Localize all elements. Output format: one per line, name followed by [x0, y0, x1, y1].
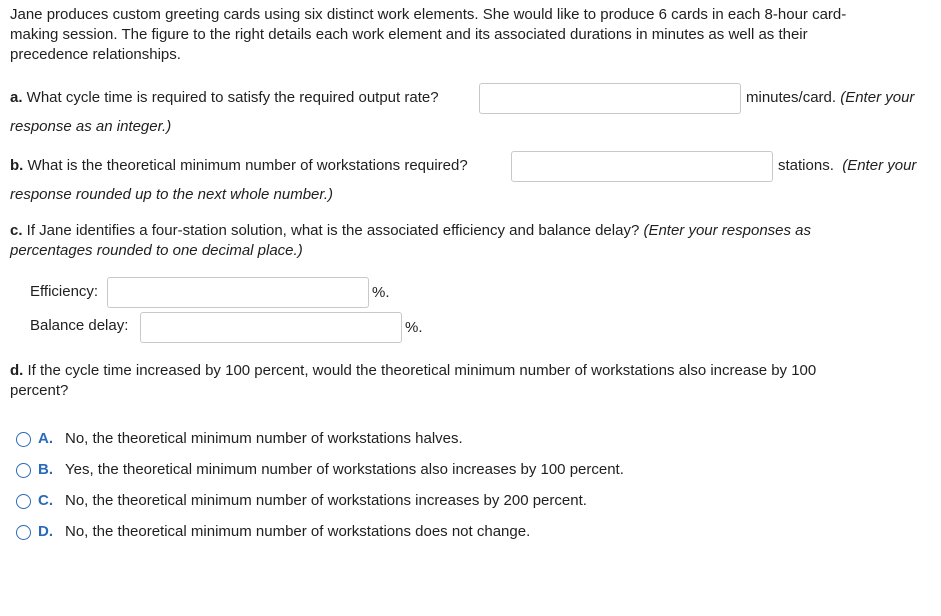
efficiency-unit: %.	[372, 284, 390, 301]
option-d-text[interactable]: No, the theoretical minimum number of workstations does not change.	[65, 523, 531, 540]
question-a-prompt	[10, 88, 439, 108]
option-b-text[interactable]: Yes, the theoretical minimum number of workstations also increases by 100 percent.	[65, 461, 624, 478]
question-b-label: b.	[10, 157, 24, 174]
question-a-unit: minutes/card.	[746, 89, 837, 106]
workstations-input[interactable]	[511, 151, 773, 182]
efficiency-label: Efficiency:	[30, 283, 99, 300]
question-a-text: What cycle time is required to satisfy the required output rate?	[22, 89, 439, 106]
question-b-text: What is the theoretical minimum number of workstations required?	[23, 157, 468, 174]
option-c-text[interactable]: No, the theoretical minimum number of workstations increases by 200 percent.	[65, 492, 587, 509]
question-c-hint-1: (Enter your responses as	[639, 222, 812, 239]
question-c-label: c.	[10, 222, 23, 239]
option-c-radio[interactable]	[16, 494, 31, 509]
question-b-hint-1: (Enter your	[842, 157, 917, 174]
option-b-letter: B.	[38, 461, 53, 478]
option-c-letter: C.	[38, 492, 53, 509]
option-a-radio[interactable]	[16, 432, 31, 447]
cycle-time-input[interactable]	[479, 83, 741, 114]
question-c-hint-2: percentages rounded to one decimal place.)	[10, 242, 303, 259]
question-d-prompt-1	[10, 361, 816, 381]
question-d-text-1: If the cycle time increased by 100 percent, would the theoretical minimum number of workstations also increase by 100	[23, 362, 817, 379]
option-a-text[interactable]: No, the theoretical minimum number of workstations halves.	[65, 430, 463, 447]
question-c-text: If Jane identifies a four-station solution, what is the associated efficiency and balance delay?	[22, 222, 640, 239]
intro-line-2: making session. The figure to the right details each work element and its associated durations in minutes as well as their	[10, 26, 808, 43]
efficiency-input[interactable]	[107, 277, 369, 308]
question-a-hint-2: response as an integer.)	[10, 118, 172, 135]
question-b-hint-2: response rounded up to the next whole number.)	[10, 186, 333, 203]
question-b-unit-line	[778, 156, 916, 176]
question-b-unit: stations.	[778, 157, 834, 174]
question-a-label: a.	[10, 89, 23, 106]
question-d-text-2: percent?	[10, 382, 69, 399]
balance-delay-unit: %.	[405, 319, 423, 336]
balance-delay-input[interactable]	[140, 312, 402, 343]
option-a-letter: A.	[38, 430, 53, 447]
intro-line-1: Jane produces custom greeting cards using six distinct work elements. She would like to produce 6 cards in each 8-hour card-	[10, 6, 847, 23]
option-b-radio[interactable]	[16, 463, 31, 478]
question-d-label: d.	[10, 362, 24, 379]
option-d-letter: D.	[38, 523, 53, 540]
intro-line-3: precedence relationships.	[10, 46, 181, 63]
question-a-hint-1: (Enter your	[836, 89, 915, 106]
question-b-prompt	[10, 156, 468, 176]
question-c-prompt	[10, 221, 811, 241]
option-d-radio[interactable]	[16, 525, 31, 540]
question-a-unit-line	[746, 88, 914, 108]
balance-delay-label: Balance delay:	[30, 317, 129, 334]
